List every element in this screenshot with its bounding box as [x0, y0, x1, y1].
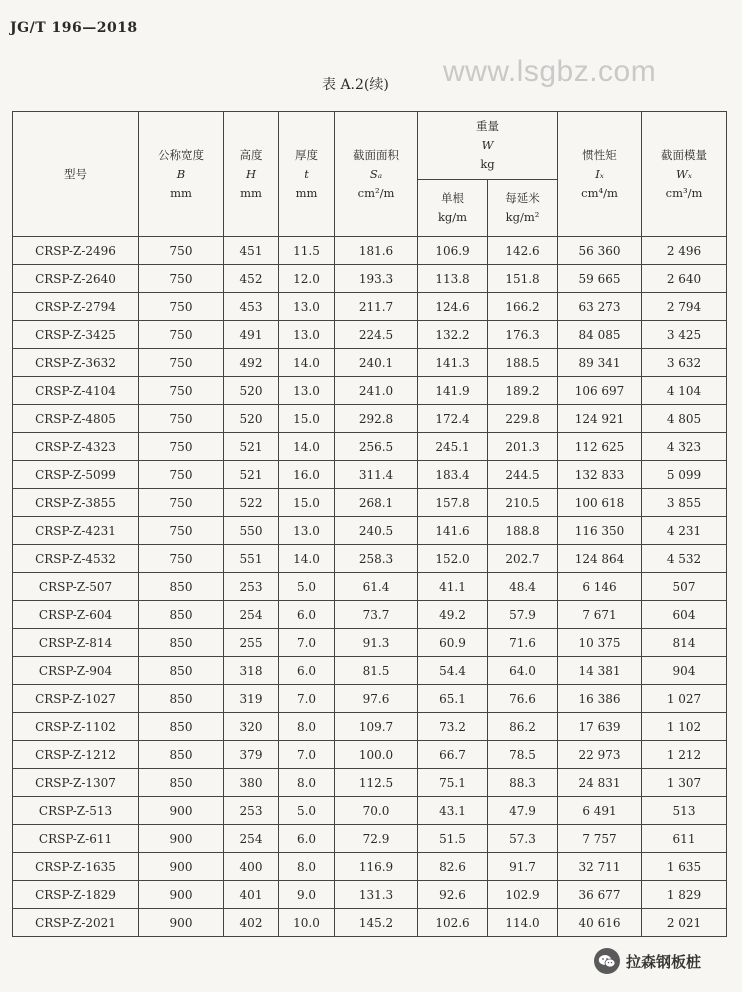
cell-weight-single: 113.8	[418, 265, 488, 293]
table-row	[13, 769, 727, 797]
cell-weight-single: 172.4	[418, 405, 488, 433]
cell-weight-single: 73.2	[418, 713, 488, 741]
cell-weight-per-meter: 86.2	[488, 713, 558, 741]
cell-height: 379	[224, 741, 279, 769]
cell-weight-per-meter: 142.6	[488, 237, 558, 265]
cell-weight-per-meter: 91.7	[488, 853, 558, 881]
cell-height: 380	[224, 769, 279, 797]
cell-weight-per-meter: 166.2	[488, 293, 558, 321]
table-row	[13, 741, 727, 769]
cell-weight-single: 102.6	[418, 909, 488, 937]
cell-nominal-width: 750	[139, 405, 224, 433]
cell-moment-of-inertia: 56 360	[558, 237, 642, 265]
cell-moment-of-inertia: 10 375	[558, 629, 642, 657]
cell-section-modulus: 1 829	[642, 881, 727, 909]
cell-moment-of-inertia: 6 146	[558, 573, 642, 601]
cell-thickness: 16.0	[279, 461, 335, 489]
cell-height: 400	[224, 853, 279, 881]
cell-height: 491	[224, 321, 279, 349]
cell-weight-single: 132.2	[418, 321, 488, 349]
cell-weight-single: 82.6	[418, 853, 488, 881]
table-row	[13, 489, 727, 517]
cell-height: 550	[224, 517, 279, 545]
spec-table	[12, 111, 727, 937]
cell-weight-single: 92.6	[418, 881, 488, 909]
cell-thickness: 8.0	[279, 769, 335, 797]
cell-thickness: 15.0	[279, 405, 335, 433]
cell-section-area: 211.7	[335, 293, 418, 321]
cell-nominal-width: 750	[139, 293, 224, 321]
cell-weight-per-meter: 76.6	[488, 685, 558, 713]
cell-weight-per-meter: 47.9	[488, 797, 558, 825]
cell-moment-of-inertia: 17 639	[558, 713, 642, 741]
cell-model: CRSP-Z-2640	[13, 265, 139, 293]
cell-model: CRSP-Z-611	[13, 825, 139, 853]
cell-moment-of-inertia: 16 386	[558, 685, 642, 713]
cell-weight-per-meter: 71.6	[488, 629, 558, 657]
table-row	[13, 629, 727, 657]
cell-model: CRSP-Z-2794	[13, 293, 139, 321]
table-body	[13, 237, 727, 937]
cell-section-modulus: 5 099	[642, 461, 727, 489]
cell-thickness: 14.0	[279, 433, 335, 461]
cell-section-area: 97.6	[335, 685, 418, 713]
brand-logo	[594, 948, 701, 974]
cell-section-modulus: 4 805	[642, 405, 727, 433]
cell-height: 255	[224, 629, 279, 657]
cell-moment-of-inertia: 40 616	[558, 909, 642, 937]
cell-weight-per-meter: 210.5	[488, 489, 558, 517]
cell-nominal-width: 750	[139, 517, 224, 545]
cell-section-area: 240.5	[335, 517, 418, 545]
cell-section-modulus: 3 632	[642, 349, 727, 377]
cell-section-modulus: 2 640	[642, 265, 727, 293]
cell-section-area: 73.7	[335, 601, 418, 629]
cell-weight-single: 106.9	[418, 237, 488, 265]
cell-model: CRSP-Z-3632	[13, 349, 139, 377]
cell-nominal-width: 900	[139, 909, 224, 937]
cell-section-area: 311.4	[335, 461, 418, 489]
cell-height: 451	[224, 237, 279, 265]
cell-nominal-width: 850	[139, 713, 224, 741]
cell-nominal-width: 750	[139, 489, 224, 517]
cell-section-modulus: 1 307	[642, 769, 727, 797]
cell-thickness: 12.0	[279, 265, 335, 293]
cell-moment-of-inertia: 132 833	[558, 461, 642, 489]
table-row	[13, 825, 727, 853]
cell-height: 253	[224, 797, 279, 825]
cell-model: CRSP-Z-1212	[13, 741, 139, 769]
cell-section-area: 258.3	[335, 545, 418, 573]
cell-weight-per-meter: 57.3	[488, 825, 558, 853]
table-row	[13, 349, 727, 377]
cell-nominal-width: 900	[139, 881, 224, 909]
cell-nominal-width: 750	[139, 545, 224, 573]
cell-moment-of-inertia: 24 831	[558, 769, 642, 797]
cell-weight-single: 60.9	[418, 629, 488, 657]
header-height: 高度 H mm	[224, 112, 279, 237]
cell-height: 522	[224, 489, 279, 517]
cell-thickness: 6.0	[279, 825, 335, 853]
cell-section-modulus: 2 021	[642, 909, 727, 937]
cell-weight-per-meter: 88.3	[488, 769, 558, 797]
cell-thickness: 14.0	[279, 349, 335, 377]
cell-model: CRSP-Z-4805	[13, 405, 139, 433]
cell-model: CRSP-Z-3855	[13, 489, 139, 517]
site-watermark: www.lsgbz.com	[443, 55, 657, 88]
table-row	[13, 517, 727, 545]
header-thickness: 厚度 t mm	[279, 112, 335, 237]
cell-weight-per-meter: 78.5	[488, 741, 558, 769]
cell-moment-of-inertia: 36 677	[558, 881, 642, 909]
cell-weight-single: 124.6	[418, 293, 488, 321]
cell-weight-single: 183.4	[418, 461, 488, 489]
cell-nominal-width: 850	[139, 601, 224, 629]
table-caption: 表 A.2(续)	[322, 77, 389, 93]
cell-weight-single: 54.4	[418, 657, 488, 685]
cell-model: CRSP-Z-4323	[13, 433, 139, 461]
cell-weight-per-meter: 229.8	[488, 405, 558, 433]
cell-moment-of-inertia: 14 381	[558, 657, 642, 685]
cell-section-area: 70.0	[335, 797, 418, 825]
header-weight-per-meter: 每延米 kg/m²	[488, 180, 558, 237]
cell-section-modulus: 3 855	[642, 489, 727, 517]
cell-weight-per-meter: 64.0	[488, 657, 558, 685]
cell-thickness: 11.5	[279, 237, 335, 265]
cell-section-area: 224.5	[335, 321, 418, 349]
cell-weight-per-meter: 57.9	[488, 601, 558, 629]
cell-weight-single: 41.1	[418, 573, 488, 601]
cell-moment-of-inertia: 63 273	[558, 293, 642, 321]
cell-section-area: 91.3	[335, 629, 418, 657]
cell-model: CRSP-Z-2021	[13, 909, 139, 937]
cell-weight-per-meter: 189.2	[488, 377, 558, 405]
cell-weight-single: 51.5	[418, 825, 488, 853]
cell-section-area: 72.9	[335, 825, 418, 853]
cell-moment-of-inertia: 112 625	[558, 433, 642, 461]
cell-weight-single: 75.1	[418, 769, 488, 797]
cell-nominal-width: 750	[139, 349, 224, 377]
cell-nominal-width: 750	[139, 433, 224, 461]
cell-section-area: 116.9	[335, 853, 418, 881]
cell-moment-of-inertia: 100 618	[558, 489, 642, 517]
cell-weight-per-meter: 188.5	[488, 349, 558, 377]
cell-section-area: 256.5	[335, 433, 418, 461]
cell-height: 521	[224, 433, 279, 461]
cell-moment-of-inertia: 59 665	[558, 265, 642, 293]
table-row	[13, 657, 727, 685]
cell-section-area: 181.6	[335, 237, 418, 265]
cell-weight-single: 141.9	[418, 377, 488, 405]
header-model: 型号	[13, 112, 139, 237]
cell-thickness: 13.0	[279, 293, 335, 321]
cell-thickness: 6.0	[279, 601, 335, 629]
cell-nominal-width: 850	[139, 657, 224, 685]
table-row	[13, 601, 727, 629]
cell-weight-per-meter: 188.8	[488, 517, 558, 545]
cell-section-area: 112.5	[335, 769, 418, 797]
cell-section-area: 131.3	[335, 881, 418, 909]
cell-weight-single: 245.1	[418, 433, 488, 461]
cell-thickness: 5.0	[279, 573, 335, 601]
table-row	[13, 797, 727, 825]
cell-nominal-width: 750	[139, 237, 224, 265]
cell-nominal-width: 750	[139, 461, 224, 489]
cell-nominal-width: 900	[139, 853, 224, 881]
cell-thickness: 6.0	[279, 657, 335, 685]
cell-height: 318	[224, 657, 279, 685]
cell-section-modulus: 2 496	[642, 237, 727, 265]
cell-thickness: 9.0	[279, 881, 335, 909]
standard-code: JG/T 196—2018	[10, 20, 138, 36]
wechat-icon	[594, 948, 620, 974]
cell-model: CRSP-Z-1102	[13, 713, 139, 741]
cell-weight-single: 43.1	[418, 797, 488, 825]
cell-moment-of-inertia: 84 085	[558, 321, 642, 349]
cell-height: 492	[224, 349, 279, 377]
table-row	[13, 909, 727, 937]
header-section-area: 截面面积 Sₐ cm²/m	[335, 112, 418, 237]
cell-section-modulus: 1 635	[642, 853, 727, 881]
cell-nominal-width: 750	[139, 377, 224, 405]
cell-weight-per-meter: 48.4	[488, 573, 558, 601]
cell-section-modulus: 1 027	[642, 685, 727, 713]
cell-weight-per-meter: 114.0	[488, 909, 558, 937]
cell-weight-single: 157.8	[418, 489, 488, 517]
cell-section-modulus: 507	[642, 573, 727, 601]
cell-model: CRSP-Z-1027	[13, 685, 139, 713]
cell-thickness: 10.0	[279, 909, 335, 937]
cell-model: CRSP-Z-5099	[13, 461, 139, 489]
cell-section-area: 81.5	[335, 657, 418, 685]
table-row	[13, 545, 727, 573]
cell-section-area: 241.0	[335, 377, 418, 405]
cell-thickness: 7.0	[279, 741, 335, 769]
cell-height: 320	[224, 713, 279, 741]
cell-height: 254	[224, 601, 279, 629]
cell-model: CRSP-Z-1307	[13, 769, 139, 797]
cell-nominal-width: 850	[139, 629, 224, 657]
cell-model: CRSP-Z-3425	[13, 321, 139, 349]
table-row	[13, 881, 727, 909]
cell-model: CRSP-Z-904	[13, 657, 139, 685]
cell-thickness: 13.0	[279, 321, 335, 349]
cell-section-area: 268.1	[335, 489, 418, 517]
cell-height: 521	[224, 461, 279, 489]
cell-section-area: 193.3	[335, 265, 418, 293]
cell-model: CRSP-Z-4532	[13, 545, 139, 573]
table-row	[13, 293, 727, 321]
cell-thickness: 7.0	[279, 629, 335, 657]
brand-name: 拉森钢板桩	[626, 952, 702, 971]
cell-section-modulus: 3 425	[642, 321, 727, 349]
header-nominal-width: 公称宽度 B mm	[139, 112, 224, 237]
cell-height: 319	[224, 685, 279, 713]
cell-weight-per-meter: 201.3	[488, 433, 558, 461]
cell-section-modulus: 814	[642, 629, 727, 657]
cell-section-area: 100.0	[335, 741, 418, 769]
cell-moment-of-inertia: 89 341	[558, 349, 642, 377]
table-row	[13, 433, 727, 461]
cell-moment-of-inertia: 116 350	[558, 517, 642, 545]
cell-section-modulus: 4 532	[642, 545, 727, 573]
cell-moment-of-inertia: 106 697	[558, 377, 642, 405]
cell-model: CRSP-Z-1635	[13, 853, 139, 881]
table-row	[13, 713, 727, 741]
cell-thickness: 7.0	[279, 685, 335, 713]
cell-height: 402	[224, 909, 279, 937]
cell-moment-of-inertia: 6 491	[558, 797, 642, 825]
cell-height: 520	[224, 377, 279, 405]
cell-thickness: 8.0	[279, 713, 335, 741]
cell-model: CRSP-Z-513	[13, 797, 139, 825]
cell-weight-single: 66.7	[418, 741, 488, 769]
cell-thickness: 13.0	[279, 517, 335, 545]
cell-section-modulus: 513	[642, 797, 727, 825]
cell-section-modulus: 904	[642, 657, 727, 685]
cell-section-area: 109.7	[335, 713, 418, 741]
cell-section-modulus: 1 212	[642, 741, 727, 769]
cell-weight-per-meter: 244.5	[488, 461, 558, 489]
table-row	[13, 685, 727, 713]
table-row	[13, 461, 727, 489]
cell-height: 453	[224, 293, 279, 321]
header-weight: 重量 W kg	[418, 112, 558, 180]
table-row	[13, 321, 727, 349]
cell-weight-single: 49.2	[418, 601, 488, 629]
header-moment-of-inertia: 惯性矩 Iₓ cm⁴/m	[558, 112, 642, 237]
header-section-modulus: 截面模量 Wₓ cm³/m	[642, 112, 727, 237]
cell-moment-of-inertia: 22 973	[558, 741, 642, 769]
cell-model: CRSP-Z-4104	[13, 377, 139, 405]
cell-height: 401	[224, 881, 279, 909]
cell-section-area: 240.1	[335, 349, 418, 377]
cell-section-modulus: 4 104	[642, 377, 727, 405]
cell-section-area: 145.2	[335, 909, 418, 937]
cell-weight-per-meter: 202.7	[488, 545, 558, 573]
cell-model: CRSP-Z-1829	[13, 881, 139, 909]
cell-section-area: 61.4	[335, 573, 418, 601]
cell-thickness: 13.0	[279, 377, 335, 405]
cell-nominal-width: 850	[139, 769, 224, 797]
cell-model: CRSP-Z-4231	[13, 517, 139, 545]
cell-thickness: 15.0	[279, 489, 335, 517]
cell-weight-single: 141.3	[418, 349, 488, 377]
cell-section-modulus: 611	[642, 825, 727, 853]
cell-moment-of-inertia: 124 864	[558, 545, 642, 573]
cell-height: 253	[224, 573, 279, 601]
cell-weight-single: 141.6	[418, 517, 488, 545]
table-row	[13, 265, 727, 293]
cell-weight-per-meter: 151.8	[488, 265, 558, 293]
cell-section-modulus: 4 323	[642, 433, 727, 461]
cell-model: CRSP-Z-604	[13, 601, 139, 629]
cell-moment-of-inertia: 32 711	[558, 853, 642, 881]
cell-moment-of-inertia: 124 921	[558, 405, 642, 433]
cell-nominal-width: 750	[139, 321, 224, 349]
cell-thickness: 8.0	[279, 853, 335, 881]
cell-moment-of-inertia: 7 671	[558, 601, 642, 629]
table-row	[13, 237, 727, 265]
cell-thickness: 5.0	[279, 797, 335, 825]
header-weight-single: 单根 kg/m	[418, 180, 488, 237]
cell-section-area: 292.8	[335, 405, 418, 433]
cell-model: CRSP-Z-814	[13, 629, 139, 657]
table-row	[13, 377, 727, 405]
cell-weight-per-meter: 102.9	[488, 881, 558, 909]
table-row	[13, 405, 727, 433]
cell-model: CRSP-Z-507	[13, 573, 139, 601]
cell-model: CRSP-Z-2496	[13, 237, 139, 265]
cell-nominal-width: 900	[139, 797, 224, 825]
cell-weight-per-meter: 176.3	[488, 321, 558, 349]
table-row	[13, 573, 727, 601]
cell-moment-of-inertia: 7 757	[558, 825, 642, 853]
cell-section-modulus: 604	[642, 601, 727, 629]
cell-nominal-width: 850	[139, 741, 224, 769]
cell-section-modulus: 2 794	[642, 293, 727, 321]
cell-nominal-width: 900	[139, 825, 224, 853]
cell-height: 520	[224, 405, 279, 433]
cell-height: 452	[224, 265, 279, 293]
cell-weight-single: 65.1	[418, 685, 488, 713]
cell-nominal-width: 750	[139, 265, 224, 293]
cell-section-modulus: 1 102	[642, 713, 727, 741]
cell-height: 254	[224, 825, 279, 853]
cell-section-modulus: 4 231	[642, 517, 727, 545]
cell-weight-single: 152.0	[418, 545, 488, 573]
cell-height: 551	[224, 545, 279, 573]
table-row	[13, 853, 727, 881]
cell-nominal-width: 850	[139, 573, 224, 601]
cell-nominal-width: 850	[139, 685, 224, 713]
cell-thickness: 14.0	[279, 545, 335, 573]
